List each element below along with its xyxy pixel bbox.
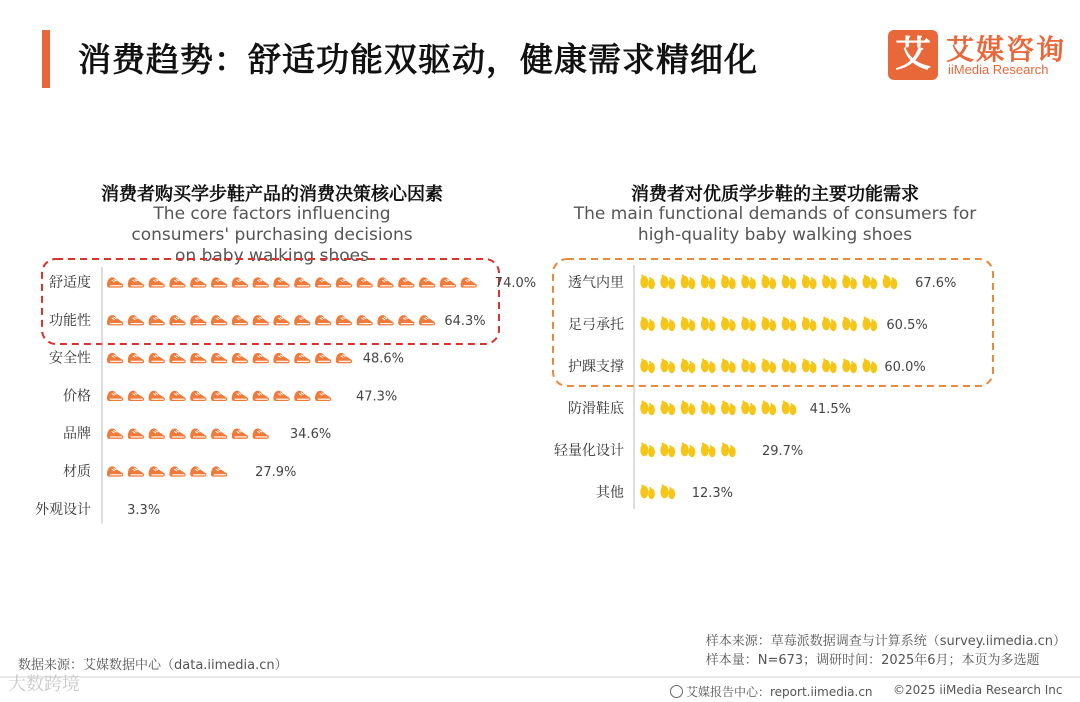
shoe-icon (232, 391, 248, 401)
right-category-label: 其他 (596, 485, 624, 501)
footprint-icon (842, 275, 857, 290)
shoe-icon (232, 466, 248, 476)
shoe-icon (169, 353, 185, 363)
shoe-icon (190, 466, 206, 476)
left-category-label: 外观设计 (35, 501, 91, 518)
footprint-icon (782, 275, 797, 290)
sample-size-line: 样本量：N=673；调研时间：2025年6月；本页为多选题 (705, 653, 1040, 668)
shoe-icon (232, 315, 248, 325)
shoe-icon (149, 391, 165, 401)
footprint-icon (701, 443, 716, 458)
right-value-label: 12.3% (691, 486, 734, 501)
shoe-icon (128, 277, 144, 287)
shoe-icon (107, 277, 123, 287)
shoe-icon (419, 277, 435, 287)
shoe-icon (336, 391, 352, 401)
shoe-icon (169, 391, 185, 401)
footprint-icon (741, 359, 756, 374)
footer-site-text: 艾媒报告中心：report.iimedia.cn (686, 685, 873, 699)
right-category-label: 防滑鞋底 (568, 401, 624, 417)
shoe-icon (128, 315, 144, 325)
shoe-icon (107, 429, 123, 439)
logo-name-en: iiMedia Research (948, 62, 1049, 77)
right-bar-footprint-icons (640, 485, 695, 500)
right-value-label: 41.5% (809, 402, 851, 417)
footprint-icon (822, 317, 837, 332)
footprint-icon (761, 275, 776, 290)
shoe-icon (149, 353, 165, 363)
left-bar-shoe-icons (107, 504, 123, 514)
footprint-icon (681, 359, 696, 374)
shoe-icon (149, 277, 165, 287)
shoe-icon (128, 391, 144, 401)
shoe-icon (128, 466, 144, 476)
shoe-icon (336, 277, 352, 287)
right-category-label: 透气内里 (568, 275, 624, 291)
logo-name-cn: 艾媒咨询 (946, 33, 1067, 66)
left-bar-shoe-icons (107, 353, 373, 363)
right-category-label: 护踝支撑 (568, 359, 624, 375)
shoe-icon (377, 315, 393, 325)
left-bar-shoe-icons (107, 429, 290, 439)
shoe-icon (253, 429, 269, 439)
footprint-icon (761, 359, 776, 374)
footer-copyright: ©2025 iiMedia Research Inc (893, 683, 1063, 697)
right-value-label: 60.0% (884, 360, 926, 375)
left-value-label: 27.9% (255, 465, 297, 480)
shoe-icon (107, 353, 123, 363)
shoe-icon (232, 277, 248, 287)
shoe-icon (461, 277, 477, 287)
footprint-icon (842, 317, 857, 332)
footprint-icon (701, 317, 716, 332)
left-bar-shoe-icons (107, 466, 248, 476)
shoe-icon (336, 353, 352, 363)
footprint-icon (721, 401, 736, 416)
right-bar-footprint-icons (640, 401, 816, 416)
left-value-label: 64.3% (444, 313, 486, 329)
footprint-icon (883, 275, 898, 290)
shoe-icon (440, 277, 456, 287)
footprint-icon (761, 401, 776, 416)
shoe-icon (315, 315, 331, 325)
footprint-icon (660, 317, 675, 332)
shoe-icon (273, 391, 289, 401)
footprint-icon (721, 275, 736, 290)
footprint-icon (660, 485, 675, 500)
left-chart-title: 消费者购买学步鞋产品的消费决策核心因素 (101, 184, 443, 205)
footer-site[interactable] (670, 683, 873, 700)
right-category-label: 足弓承托 (568, 317, 624, 333)
right-bar-footprint-icons (640, 359, 877, 374)
footprint-icon (741, 317, 756, 332)
footprint-icon (640, 317, 655, 332)
shoe-icon (294, 277, 310, 287)
shoe-icon (419, 315, 435, 325)
footprint-icon (640, 401, 655, 416)
shoe-icon (190, 391, 206, 401)
left-value-label: 47.3% (355, 389, 398, 405)
shoe-icon (377, 277, 393, 287)
shoe-icon (232, 429, 248, 439)
left-value-label: 34.6% (289, 427, 332, 443)
shoe-icon (294, 315, 310, 325)
shoe-icon (128, 429, 144, 439)
left-category-label: 价格 (63, 388, 91, 405)
shoe-icon (232, 353, 248, 363)
footprint-icon (741, 443, 756, 458)
shoe-icon (107, 466, 123, 476)
shoe-icon (357, 277, 373, 287)
shoe-icon (211, 466, 227, 476)
data-source-note: 数据来源：艾媒数据中心（data.iimedia.cn） (18, 658, 288, 673)
shoe-icon (253, 391, 269, 401)
shoe-icon (273, 315, 289, 325)
shoe-icon (149, 429, 165, 439)
footprint-icon (701, 401, 716, 416)
left-bar-shoe-icons (107, 391, 352, 401)
footprint-icon (842, 359, 857, 374)
footprint-icon (761, 317, 776, 332)
footprint-icon (660, 401, 675, 416)
footprint-icon (822, 359, 837, 374)
shoe-icon (211, 277, 227, 287)
footer-divider (0, 676, 1080, 678)
footprint-icon (660, 443, 675, 458)
shoe-icon (294, 353, 310, 363)
footprint-icon (701, 359, 716, 374)
footprint-icon (782, 401, 797, 416)
watermark-text: 大数跨境 (8, 674, 80, 695)
footprint-icon (660, 275, 675, 290)
shoe-icon (357, 315, 373, 325)
footprint-icon (681, 401, 696, 416)
shoe-icon (169, 429, 185, 439)
logo-mark-icon: 艾 (888, 30, 938, 80)
left-value-label: 74.0% (494, 276, 537, 291)
footprint-icon (681, 317, 696, 332)
footprint-icon (701, 275, 716, 290)
shoe-icon (253, 315, 269, 325)
shoe-icon (107, 504, 123, 514)
left-category-label: 品牌 (63, 426, 91, 443)
footprint-icon (721, 443, 736, 458)
globe-icon (670, 685, 683, 698)
footprint-icon (721, 359, 736, 374)
right-bar-footprint-icons (640, 317, 897, 332)
footprint-icon (782, 317, 797, 332)
shoe-icon (149, 466, 165, 476)
footprint-icon (640, 359, 655, 374)
left-value-label: 3.3% (127, 502, 161, 518)
shoe-icon (128, 353, 144, 363)
shoe-icon (169, 466, 185, 476)
shoe-icon (315, 277, 331, 287)
footprint-icon (681, 443, 696, 458)
footprint-icon (822, 275, 837, 290)
shoe-icon (273, 429, 289, 439)
footprint-icon (640, 443, 655, 458)
shoe-icon (190, 315, 206, 325)
shoe-icon (190, 353, 206, 363)
shoe-icon (398, 315, 414, 325)
footprint-icon (782, 359, 797, 374)
sample-source-line: 样本来源：草莓派数据调查与计算系统（survey.iimedia.cn） (705, 634, 1066, 649)
right-value-label: 29.7% (761, 444, 804, 459)
shoe-icon (315, 353, 331, 363)
shoe-icon (273, 353, 289, 363)
shoe-icon (273, 277, 289, 287)
shoe-icon (336, 315, 352, 325)
footprint-icon (862, 317, 877, 332)
right-value-label: 60.5% (886, 318, 928, 333)
right-bar-footprint-icons (640, 275, 917, 290)
footprint-icon (802, 359, 817, 374)
shoe-icon (315, 391, 331, 401)
shoe-icon (211, 315, 227, 325)
footprint-icon (802, 275, 817, 290)
footprint-icon (681, 275, 696, 290)
shoe-icon (211, 429, 227, 439)
left-chart-subtitle: The core factors influencing consumers' purchasing decisions on baby walking shoes (131, 204, 413, 266)
footprint-icon (640, 485, 655, 500)
footprint-icon (741, 275, 756, 290)
right-chart-title: 消费者对优质学步鞋的主要功能需求 (631, 184, 919, 205)
shoe-icon (169, 277, 185, 287)
shoe-icon (294, 391, 310, 401)
footprint-icon (721, 317, 736, 332)
shoe-icon (190, 429, 206, 439)
shoe-icon (253, 353, 269, 363)
left-bar-shoe-icons (107, 277, 498, 287)
footprint-icon (862, 359, 877, 374)
shoe-icon (190, 277, 206, 287)
right-value-label: 67.6% (915, 276, 957, 291)
left-category-label: 舒适度 (49, 275, 91, 291)
shoe-icon (211, 391, 227, 401)
shoe-icon (253, 277, 269, 287)
left-category-label: 材质 (63, 464, 91, 480)
footprint-icon (862, 275, 877, 290)
shoe-icon (107, 391, 123, 401)
right-category-label: 轻量化设计 (554, 443, 624, 459)
shoe-icon (398, 277, 414, 287)
left-category-label: 功能性 (49, 312, 91, 329)
left-bar-shoe-icons (107, 315, 456, 325)
footprint-icon (802, 317, 817, 332)
footprint-icon (640, 275, 655, 290)
shoe-icon (211, 353, 227, 363)
left-highlight-box (42, 259, 499, 344)
footprint-icon (660, 359, 675, 374)
shoe-icon (107, 315, 123, 325)
footprint-icon (741, 401, 756, 416)
right-bar-footprint-icons (640, 443, 756, 458)
shoe-icon (169, 315, 185, 325)
right-chart-subtitle: The main functional demands of consumers for high-quality baby walking shoes (573, 204, 977, 245)
sample-source-note (706, 632, 1066, 670)
page-title: 消费趋势：舒适功能双驱动，健康需求精细化 (78, 40, 758, 79)
shoe-icon (149, 315, 165, 325)
left-value-label: 48.6% (362, 351, 405, 367)
left-category-label: 安全性 (49, 350, 91, 367)
